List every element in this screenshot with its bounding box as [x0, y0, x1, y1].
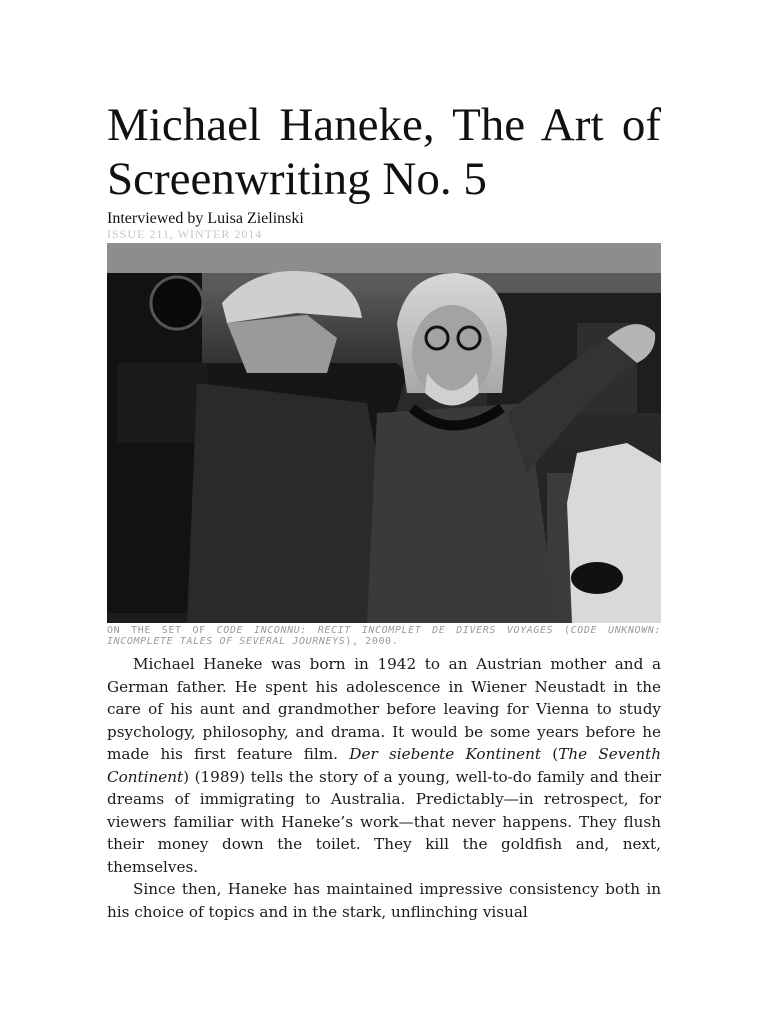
- article-title: Michael Haneke, The Art of Screenwriting No. 5: [107, 99, 661, 205]
- paragraph: Michael Haneke was born in 1942 to an Austrian mother and a German father. He spent his adolescence in Wiener Neustadt in the care of his aunt and grandmother before leaving for Vienna to study psychology, philosophy, and drama. It would be some years before he made his first feature film. Der siebente Kontinent (The Seventh Continent) (1989) tells the story of a young, well-to-do family and their dreams of immigrating to Australia. Predictably—in retrospect, for viewers familiar with Haneke’s work—that never happens. They flush their money down the toilet. They kill the goldfish and, next, themselves.: [107, 655, 661, 876]
- photo-illustration: [107, 243, 661, 623]
- article: [107, 98, 661, 923]
- issue-info: ISSUE 211, WINTER 2014: [107, 227, 263, 241]
- byline: Interviewed by Luisa Zielinski: [107, 210, 304, 227]
- article-body: [107, 653, 661, 923]
- paragraph: Since then, Haneke has maintained impressive consistency both in his choice of topics and in the stark, unflinching visual: [107, 880, 661, 921]
- article-photo: [107, 243, 661, 623]
- photo-caption: ON THE SET OF CODE INCONNU: RECIT INCOMPLET DE DIVERS VOYAGES (CODE UNKNOWN: INCOMPLETE TALES OF SEVERAL JOURNEYS), 2000.: [107, 625, 661, 647]
